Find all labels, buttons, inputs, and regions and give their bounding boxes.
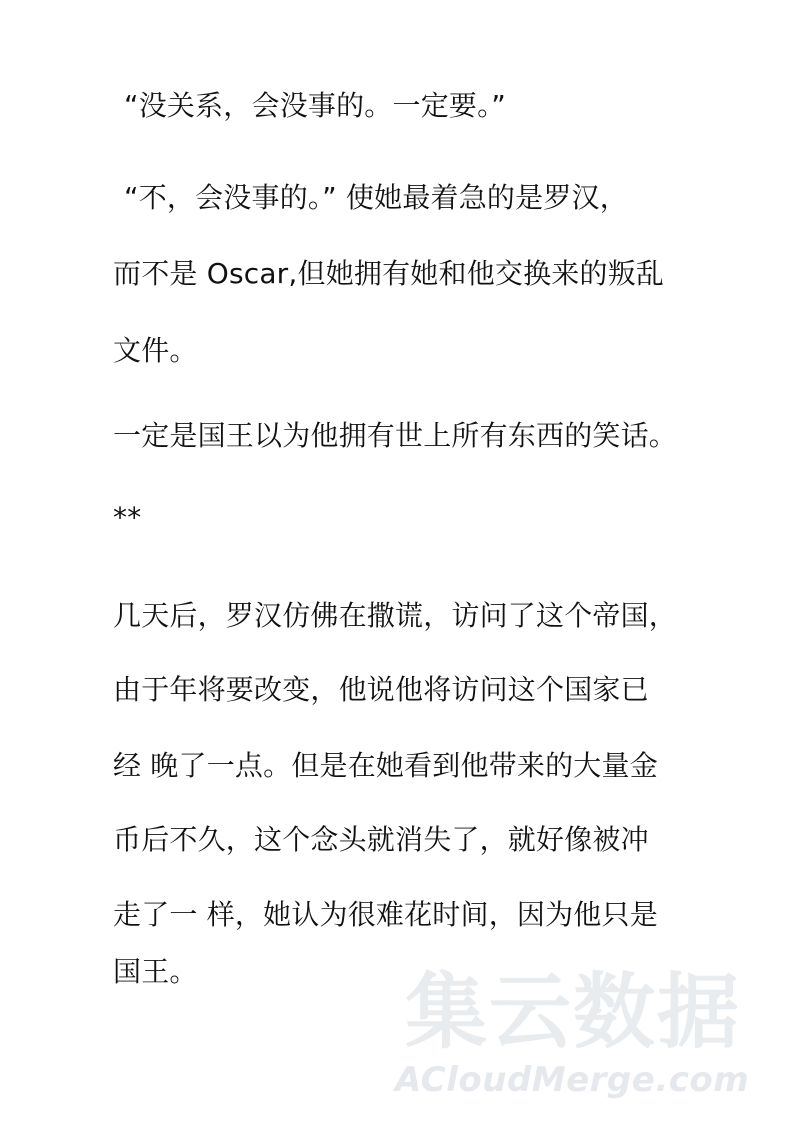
text-line: 币后不久，这个念头就消失了，就好像被冲: [113, 823, 649, 856]
watermark-chinese: 集云数据: [405, 965, 742, 1060]
text-line: 几天后，罗汉仿佛在撒谎，访问了这个帝国，: [113, 599, 678, 632]
text-line: 经 晚了一点。但是在她看到他带来的大量金: [113, 749, 658, 782]
text-line: 走了一 样，她认为很难花时间，因为他只是: [113, 898, 658, 931]
watermark: [395, 965, 775, 1108]
text-line: “不，会没事的。” 使她最着急的是罗汉，: [124, 181, 628, 214]
text-line: 由于年将要改变，他说他将访问这个国家已: [113, 673, 649, 706]
text-line: 文件。: [113, 334, 198, 367]
section-separator: **: [113, 501, 142, 534]
watermark-english: ACloudMerge.com: [395, 1060, 750, 1100]
text-line: 一定是国王以为他拥有世上所有东西的笑话。: [113, 419, 678, 452]
text-line: 而不是 Oscar,但她拥有她和他交换来的叛乱: [113, 257, 665, 290]
text-line: 国王。: [113, 955, 198, 988]
text-line: “没关系，会没事的。一定要。”: [124, 89, 507, 122]
